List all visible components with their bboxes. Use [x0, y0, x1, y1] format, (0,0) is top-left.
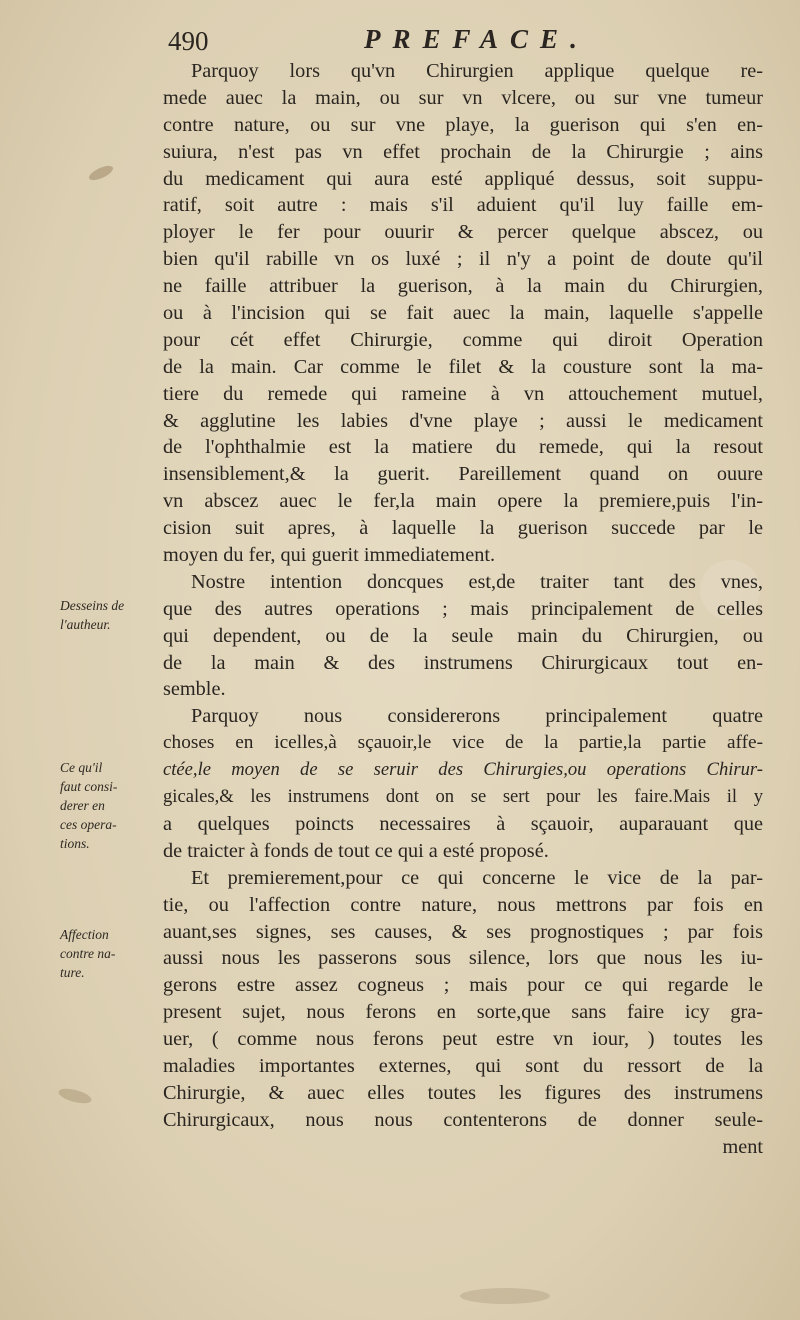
paragraph	[163, 865, 763, 1134]
text-line: cision suit apres, à laquelle la guerison succede par le	[163, 517, 763, 540]
text-line: contre nature, ou sur vne playe, la guerison qui s'en en-	[163, 113, 763, 136]
text-line: Chirurgie, & auec elles toutes les figures des instrumens	[163, 1081, 763, 1104]
margin-note-line: ture.	[60, 965, 85, 980]
margin-note-line: contre na-	[60, 946, 116, 961]
text-line: ou à l'incision qui se fait auec la main, laquelle s'appelle	[163, 302, 763, 325]
text-line: maladies importantes externes, qui sont du ressort de la	[163, 1054, 763, 1077]
paragraph	[163, 58, 763, 569]
text-line: choses en icelles,à sçauoir,le vice de la partie,la partie affe-	[163, 732, 763, 754]
text-line: gicales,& les instrumens dont on se sert pour les faire.Mais il y	[163, 786, 763, 808]
text-line: mede auec la main, ou sur vn vlcere, ou sur vne tumeur	[163, 86, 763, 109]
text-line: & agglutine les labies d'vne playe ; aussi le medicament	[163, 409, 763, 432]
paper-stain	[87, 163, 115, 183]
text-line: present sujet, nous ferons en sorte,que sans faire icy gra-	[163, 1001, 763, 1024]
text-line: Nostre intention doncques est,de traiter tant des vnes,	[191, 570, 763, 593]
text-line: de l'ophthalmie est la matiere du remede, qui la resout	[163, 436, 763, 459]
text-line: tie, ou l'affection contre nature, nous mettrons par fois en	[163, 893, 763, 916]
text-line: Et premierement,pour ce qui concerne le vice de la par-	[191, 866, 763, 889]
text-line: semble.	[163, 678, 226, 701]
text-line: de la main. Car comme le filet & la cousture sont la ma-	[163, 355, 763, 378]
margin-note	[60, 925, 158, 982]
text-line: Parquoy nous considererons principalement quatre	[191, 705, 763, 728]
page-header	[168, 22, 608, 62]
text-line: Parquoy lors qu'vn Chirurgien applique quelque re-	[191, 60, 763, 82]
text-line: insensiblement,& la guerit. Pareillement quand on ouure	[163, 463, 763, 486]
text-line: a quelques poincts necessaires à sçauoir, auparauant que	[163, 812, 763, 835]
margin-note-line: Desseins de	[60, 598, 125, 613]
margin-note-line: Affection	[60, 927, 109, 942]
margin-note-line: l'autheur.	[60, 617, 111, 632]
margin-note	[60, 596, 158, 634]
margin-note-line: faut consi-	[60, 779, 118, 794]
text-line: Chirurgicaux, nous nous contenterons de donner seule-	[163, 1108, 763, 1131]
paper-stain	[57, 1086, 93, 1106]
margin-note	[60, 758, 158, 853]
text-line: ployer le fer pour ouurir & percer quelque abscez, ou	[163, 221, 763, 244]
paper-stain	[460, 1288, 550, 1304]
text-line: qui dependent, ou de la seule main du Chirurgien, ou	[163, 624, 763, 647]
text-line: que des autres operations ; mais principalement de celles	[163, 597, 763, 620]
text-line: vn abscez auec le fer,la main opere la premiere,puis l'in-	[163, 490, 763, 513]
text-line: ratif, soit autre : mais s'il aduient qu'il luy faille em-	[163, 194, 763, 217]
body-text	[163, 58, 763, 1161]
paragraph	[163, 703, 763, 864]
text-line: pour cét effet Chirurgie, comme qui diroit Operation	[163, 328, 763, 351]
catchword: ment	[722, 1135, 763, 1158]
running-head: PREFACE.	[364, 24, 589, 54]
text-line: tiere du remede qui rameine à vn attouchement mutuel,	[163, 382, 763, 405]
text-line: ne faille attribuer la guerison, à la main du Chirurgien,	[163, 275, 763, 298]
text-line: bien qu'il rabille vn os luxé ; il n'y a point de doute qu'il	[163, 248, 763, 271]
margin-note-line: Ce qu'il	[60, 760, 103, 775]
text-line: auant,ses signes, ses causes, & ses prognostiques ; par fois	[163, 920, 763, 943]
text-line: moyen du fer, qui guerit immediatement.	[163, 544, 496, 567]
text-line: ctée,le moyen de se seruir des Chirurgies,ou operations Chirur-	[163, 759, 763, 781]
text-line: aussi nous les passerons sous silence, lors que nous les iu-	[163, 947, 763, 970]
paragraph	[163, 569, 763, 703]
text-line: gerons estre assez cogneus ; mais pour ce qui regarde le	[163, 974, 763, 997]
text-line: de traicter à fonds de tout ce qui a esté proposé.	[163, 839, 549, 862]
text-line: du medicament qui aura esté appliqué dessus, soit suppu-	[163, 167, 763, 190]
text-line: uer, ( comme nous ferons peut estre vn iour, ) toutes les	[163, 1028, 763, 1051]
margin-note-line: ces opera-	[60, 817, 117, 832]
text-line: de la main & des instrumens Chirurgicaux tout en-	[163, 651, 763, 674]
text-line: suiura, n'est pas vn effet prochain de la Chirurgie ; ains	[163, 140, 763, 163]
margin-note-line: tions.	[60, 836, 90, 851]
page-number: 490	[168, 26, 209, 56]
margin-note-line: derer en	[60, 798, 105, 813]
